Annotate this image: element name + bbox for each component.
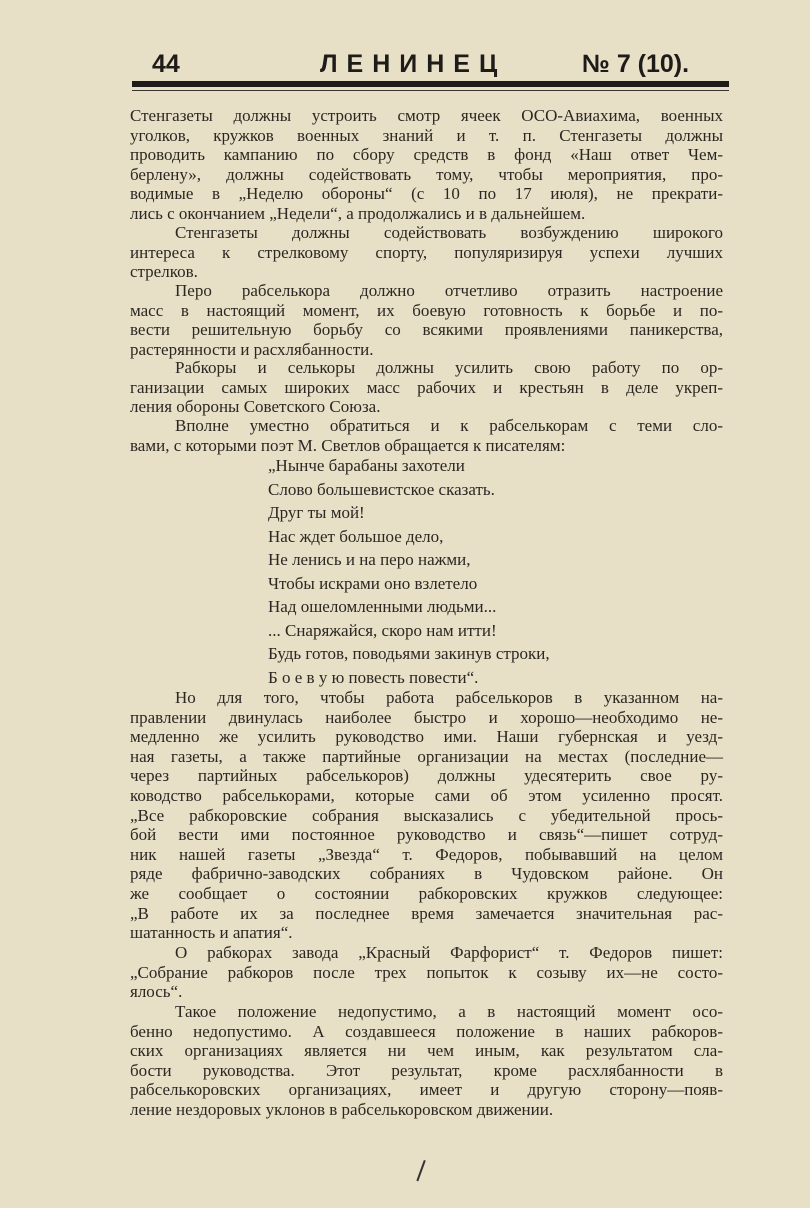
text-line: вести решительную борьбу со всякими проявлениями паникерства, — [130, 320, 723, 340]
text-line: „Собрание рабкоров после трех попыток к созыву их—не состо- — [130, 962, 723, 982]
poem-line: Б о е в у ю повесть повести“. — [268, 667, 479, 687]
header-rule-thick — [132, 81, 729, 87]
text-line: ная газеты, а также партийные организации на местах (последние— — [130, 746, 723, 766]
text-line: проводить кампанию по сбору средств в фонд «Наш ответ Чем- — [130, 145, 723, 165]
poem-quote — [268, 454, 550, 689]
header-rule-thin — [132, 90, 729, 91]
text-line: бости руководства. Этот результат, кроме расхлябанности в — [130, 1060, 723, 1080]
text-line: масс в настоящий момент, их боевую готовность к борьбе и по- — [130, 300, 723, 320]
text-line: ганизации самых широких масс рабочих и крестьян в деле укреп- — [130, 377, 723, 397]
text-line: стрелков. — [130, 262, 198, 282]
text-line: вами, с которыми поэт М. Светлов обращается к писателям: — [130, 435, 566, 455]
text-line: Такое положение недопустимо, а в настоящий момент осо- — [175, 1002, 723, 1021]
pencil-mark — [416, 1160, 427, 1182]
text-line: Перо рабселькора должно отчетливо отразить настроение — [175, 281, 723, 300]
text-line: растерянности и расхлябанности. — [130, 339, 374, 359]
poem-line: Слово большевистское сказать. — [268, 479, 495, 499]
text-line: уголков, кружков военных знаний и т. п. Стенгазеты должны — [130, 125, 723, 145]
paragraph — [130, 358, 723, 417]
text-line: ления обороны Советского Союза. — [130, 397, 381, 417]
text-line: ряде фабрично-заводских собраниях в Чудовском районе. Он — [130, 864, 723, 884]
text-line: „Все рабкоровские собрания высказались с убедительной прось- — [130, 805, 723, 825]
poem-line: Нас ждет большое дело, — [268, 526, 444, 546]
text-line: рабселькоровских организациях, имеет и другую сторону—появ- — [130, 1080, 723, 1100]
paragraph — [130, 1002, 723, 1120]
text-line: Стенгазеты должны устроить смотр ячеек ОСО-Авиахима, военных — [130, 106, 723, 125]
text-line: Стенгазеты должны содействовать возбуждению широкого — [175, 223, 723, 242]
text-line: через партийных рабселькоров) должны удесятерить свое ру- — [130, 766, 723, 786]
poem-line: Будь готов, поводьями закинув строки, — [268, 644, 550, 663]
text-line: же сообщает о состоянии рабкоровских кружков следующее: — [130, 883, 723, 903]
page-number: 44 — [152, 50, 180, 78]
paragraph — [130, 943, 723, 1002]
poem-line: Не ленись и на перо нажми, — [268, 550, 471, 569]
poem-line: „Нынче барабаны захотели — [268, 456, 465, 475]
issue-number: № 7 (10). — [582, 50, 690, 78]
text-line: О рабкорах завода „Красный Фарфорист“ т. Федоров пишет: — [175, 943, 723, 962]
text-line: бой вести ими постоянное руководство и связь“—пишет сотруд- — [130, 825, 723, 845]
text-line: водимые в „Неделю обороны“ (с 10 по 17 июля), не прекрати- — [130, 184, 723, 204]
poem-line: Друг ты мой! — [268, 503, 365, 522]
text-line: лись с окончанием „Недели“, а продолжались и в дальнейшем. — [130, 203, 586, 223]
publication-title: ЛЕНИНЕЦ — [320, 50, 507, 78]
paragraph — [130, 416, 723, 455]
paragraph — [130, 281, 723, 359]
paragraph — [130, 223, 723, 282]
text-line: шатанность и апатия“. — [130, 923, 293, 943]
paragraph — [130, 688, 723, 943]
poem-line: Над ошеломленными людьми... — [268, 597, 497, 616]
paragraph — [130, 106, 723, 224]
text-line: ководство рабселькорами, которые сами об этом усиленно просят. — [130, 785, 723, 805]
text-line: Рабкоры и селькоры должны усилить свою работу по ор- — [175, 358, 723, 377]
text-line: ялось“. — [130, 982, 183, 1002]
text-line: Но для того, чтобы работа рабселькоров в указанном на- — [175, 688, 723, 707]
text-line: ление нездоровых уклонов в рабселькоровском движении. — [130, 1099, 554, 1119]
text-line: „В работе их за последнее время замечается значительная рас- — [130, 903, 723, 923]
text-line: бенно недопустимо. А создавшееся положение в наших рабкоров- — [130, 1021, 723, 1041]
text-line: правлении двинулась наиболее быстро и хорошо—необходимо не- — [130, 707, 723, 727]
text-line: ник нашей газеты „Звезда“ т. Федоров, побывавший на целом — [130, 844, 723, 864]
text-line: ских организациях является ни чем иным, как результатом сла- — [130, 1041, 723, 1061]
text-line: медленно же усилить руководство ими. Наши губернская и уезд- — [130, 727, 723, 747]
poem-line: Чтобы искрами оно взлетело — [268, 573, 478, 593]
text-line: берлену», должны содействовать тому, чтобы мероприятия, про- — [130, 164, 723, 184]
text-line: Вполне уместно обратиться и к рабселькорам с теми сло- — [175, 416, 723, 435]
poem-line: ... Снаряжайся, скоро нам итти! — [268, 620, 497, 640]
text-line: интереса к стрелковому спорту, популяризируя успехи лучших — [130, 242, 723, 262]
